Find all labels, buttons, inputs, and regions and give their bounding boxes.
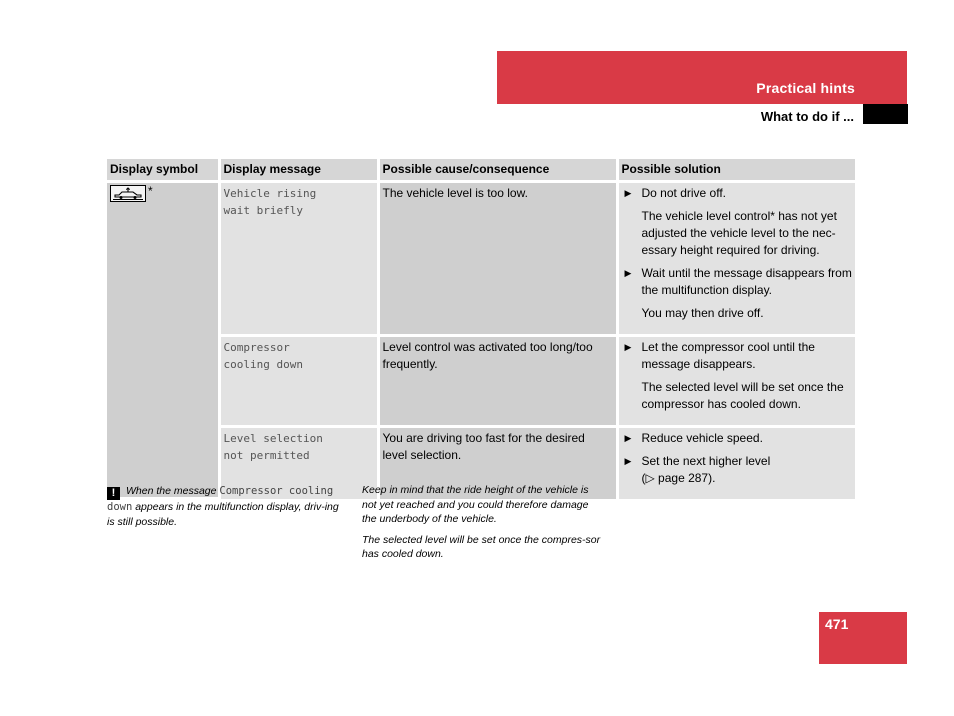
header-display-symbol: Display symbol [107, 159, 219, 181]
note-paragraph: Keep in mind that the ride height of the vehicle is not yet reached and you could therefore damage the underbody of the vehicle. [362, 484, 589, 525]
table-row [107, 335, 855, 426]
possible-solution-cell [617, 181, 855, 335]
solution-note: The selected level will be set once the compressor has cooled down. [641, 379, 844, 411]
thumb-tab [863, 104, 908, 124]
triangle-right-icon: ▶ [624, 267, 632, 278]
header-possible-cause: Possible cause/consequence [378, 159, 617, 181]
display-message-line: Vehicle rising [223, 186, 317, 200]
triangle-right-icon: ▶ [624, 341, 632, 352]
solution-step: ▶ Wait until the message disappears from the multifunction display. [624, 265, 852, 297]
table-row [107, 181, 855, 335]
display-message-line: cooling down [223, 357, 303, 371]
possible-solution-cell [617, 426, 855, 499]
warning-note [107, 484, 343, 529]
symbol-footnote-star: * [148, 183, 153, 198]
page-reference-link[interactable]: (▷ page 287). [641, 470, 716, 485]
warning-text-post: appears in the multifunction display, driv-ing is still possible. [107, 501, 339, 528]
display-message-line: not permitted [223, 448, 310, 462]
display-message-cell [219, 335, 378, 426]
message-table [107, 159, 855, 500]
page-number-box [819, 612, 907, 664]
solution-step: ▶ Set the next higher level [624, 453, 771, 468]
triangle-right-icon: ▶ [624, 455, 632, 466]
possible-cause-cell: You are driving too fast for the desired level selection. [378, 426, 617, 499]
display-message-cell [219, 181, 378, 335]
car-level-icon [110, 185, 146, 202]
solution-note: The vehicle level control* has not yet adjusted the vehicle level to the nec-essary height required for driving. [641, 208, 837, 257]
warning-icon: ! [107, 487, 120, 500]
section-title: Practical hints [756, 80, 855, 96]
possible-solution-cell [617, 335, 855, 426]
solution-step: ▶ Let the compressor cool until the message disappears. [624, 339, 815, 371]
header-accent-bar [497, 51, 907, 104]
display-message-line: Compressor [223, 340, 290, 354]
possible-cause-cell: Level control was activated too long/too frequently. [378, 335, 617, 426]
table-header-row [107, 159, 855, 181]
subsection-title: What to do if ... [760, 109, 854, 124]
solution-step: ▶ Do not drive off. [624, 185, 726, 200]
header-display-message: Display message [219, 159, 378, 181]
warning-text-pre: When the message [126, 485, 220, 497]
display-message-line: Level selection [223, 431, 323, 445]
note-paragraph: The selected level will be set once the compres-sor has cooled down. [362, 533, 601, 560]
header-possible-solution: Possible solution [617, 159, 855, 181]
display-message-line: wait briefly [223, 203, 303, 217]
solution-note: You may then drive off. [641, 305, 764, 320]
possible-cause-cell: The vehicle level is too low. [378, 181, 617, 335]
warning-message-name: Compressor cooling down [107, 485, 334, 513]
page-number: 471 [825, 616, 849, 632]
display-symbol-cell [107, 181, 219, 499]
warning-note-continued [362, 483, 602, 568]
triangle-right-icon: ▶ [624, 187, 632, 198]
triangle-right-icon: ▶ [624, 432, 632, 443]
solution-step: ▶ Reduce vehicle speed. [624, 430, 763, 445]
